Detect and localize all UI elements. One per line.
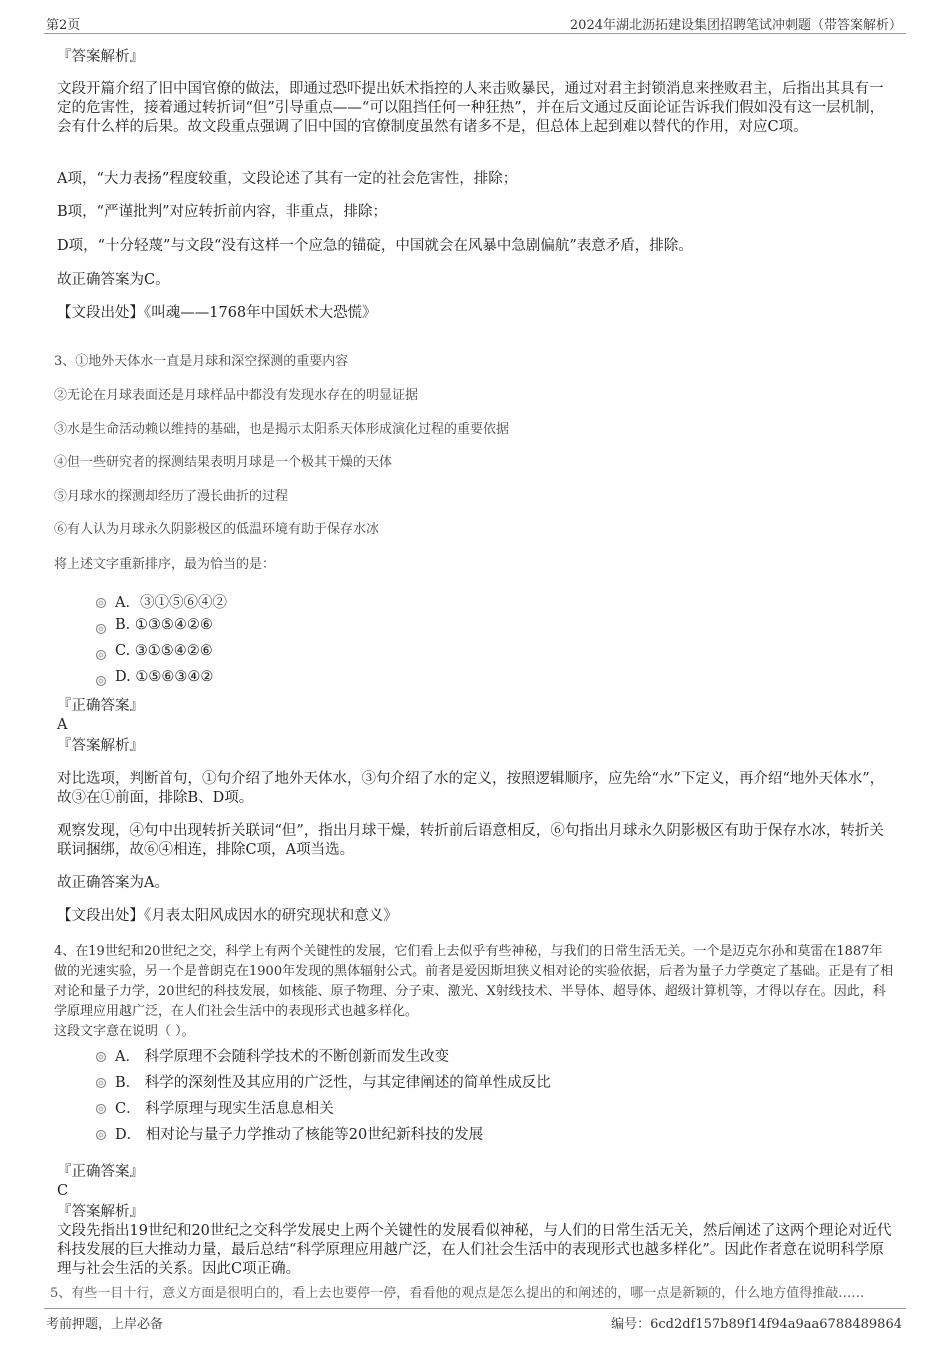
radio-icon[interactable]: [96, 598, 106, 608]
radio-icon[interactable]: [96, 1130, 106, 1140]
option-label: D. ①⑤⑥③④②: [115, 669, 214, 685]
header-divider: [44, 33, 906, 34]
option-label: B. ①③⑤④②⑥: [115, 617, 213, 633]
q3-sentence-1: 3、①地外天体水一直是月球和深空探测的重要内容: [54, 354, 349, 369]
q4-analysis: 文段先指出19世纪和20世纪之交科学发展史上两个关键性的发展看似神秘，与人们的日常生活无关，然后阐述了这两个理论对近代科技发展的巨大推动力量，最后总结“科学原理应用越广泛，在人们社会生活中的表现形式也越多样化”。因此作者意在说明科学原理与社会生活的关系。因此C项正确。: [57, 1223, 892, 1277]
q3-sentence-2: ②无论在月球表面还是月球样品中都没有发现水存在的明显证据: [54, 388, 419, 403]
option-label: B． 科学的深刻性及其应用的广泛性，与其定律阐述的简单性成反比: [115, 1075, 551, 1091]
analysis-label: 『答案解析』: [57, 49, 144, 65]
q4-analysis-label: 『答案解析』: [57, 1204, 144, 1220]
q3-sentence-4: ④但一些研究者的探测结果表明月球是一个极其干燥的天体: [54, 455, 393, 470]
radio-icon[interactable]: [96, 1052, 106, 1062]
option-label: D． 相对论与量子力学推动了核能等20世纪新科技的发展: [115, 1127, 484, 1143]
q4-passage: 4、在19世纪和20世纪之交，科学上有两个关键性的发展，它们看上去似乎有些神秘，与我们的日常生活无关。一个是迈克尔孙和莫雷在1887年做的光速实验，另一个是普朗克在1900年发现的黑体辐射公式。前者是爱因斯坦狭义相对论的实验依据，后者为量子力学奠定了基础。正是有了相对论和量子力学，20世纪的科技发展，如核能、原子物理、分子束、激光、X射线技术、半导体、超导体、超级计算机等，才得以存在。因此，科学原理应用越广泛，在人们社会生活中的表现形式也越多样化。: [54, 944, 894, 1019]
document-id: 编号：6cd2df157b89f14f94a9aa6788489864: [611, 1317, 902, 1332]
q3-source: 【文段出处】《月表太阳风成因水的研究现状和意义》: [57, 908, 398, 924]
document-title: 2024年湖北沥拓建设集团招聘笔试冲刺题（带答案解析）: [569, 18, 902, 33]
q3-prompt: 将上述文字重新排序，最为恰当的是：: [54, 557, 276, 572]
radio-icon[interactable]: [96, 676, 106, 686]
option-label: A． 科学原理不会随科学技术的不断创新而发生改变: [115, 1049, 450, 1065]
option-label: C. ③①⑤④②⑥: [115, 643, 213, 659]
option-label: C． 科学原理与现实生活息息相关: [115, 1101, 334, 1117]
option-a-note: A项，“大力表扬”程度较重，文段论述了其有一定的社会危害性，排除；: [57, 171, 518, 187]
q3-sentence-6: ⑥有人认为月球永久阴影极区的低温环境有助于保存水冰: [54, 522, 380, 537]
footer-divider: [44, 1308, 906, 1309]
q4-stem: 这段文字意在说明（ ）。: [54, 1024, 195, 1039]
q3-analysis-2: 观察发现，④句中出现转折关联词“但”，指出月球干燥，转折前后语意相反，⑥句指出月球永久阴影极区有助于保存水冰，转折关联词捆绑，故⑥④相连，排除C项，A项当选。: [57, 823, 884, 858]
q3-sentence-3: ③水是生命活动赖以维持的基础，也是揭示太阳系天体形成演化过程的重要依据: [54, 422, 510, 437]
q3-analysis-1: 对比选项，判断首句，①句介绍了地外天体水，③句介绍了水的定义，按照逻辑顺序，应先给“水”下定义，再介绍“地外天体水”，故③在①前面，排除B、D项。: [57, 771, 885, 806]
footer-slogan: 考前押题，上岸必备: [46, 1317, 164, 1332]
radio-icon[interactable]: [96, 1104, 106, 1114]
passage-source: 【文段出处】《叫魂——1768年中国妖术大恐慌》: [57, 305, 377, 321]
radio-icon[interactable]: [96, 650, 106, 660]
page-number: 第2页: [46, 18, 81, 33]
q3-answer: A: [57, 717, 68, 733]
q4-answer: C: [57, 1183, 69, 1199]
q3-conclusion: 故正确答案为A。: [57, 875, 169, 891]
radio-icon[interactable]: [96, 1078, 106, 1088]
option-d-note: D项，“十分轻蔑”与文段“没有这样一个应急的锚碇，中国就会在风暴中急剧偏航”表意矛盾，排除。: [57, 238, 693, 254]
analysis-text: 文段开篇介绍了旧中国官僚的做法，即通过恐吓提出妖术指控的人来击败暴民，通过对君主封锁消息来挫败君主，后指出其具有一定的危害性，接着通过转折词“但”引导重点——“可以阻挡任何一种狂热”，并在后文通过反面论证告诉我们假如没有这一层机制，会有什么样的后果。故文段重点强调了旧中国的官僚制度虽然有诸多不是，但总体上起到难以替代的作用，对应C项。: [57, 81, 885, 135]
q5-partial-line: 5、有些一目十行，意义方面是很明白的，看上去也要停一停，看看他的观点是怎么提出的和阐述的，哪一点是新颖的，什么地方值得推敲……: [50, 1286, 865, 1301]
q3-answer-label: 『正确答案』: [57, 698, 144, 714]
q3-sentence-5: ⑤月球水的探测却经历了漫长曲折的过程: [54, 489, 289, 504]
option-label: A．③①⑤⑥④②: [115, 595, 227, 611]
radio-icon[interactable]: [96, 624, 106, 634]
answer-conclusion: 故正确答案为C。: [57, 272, 170, 288]
q4-answer-label: 『正确答案』: [57, 1164, 144, 1180]
option-b-note: B项，“严谨批判”对应转折前内容，非重点，排除；: [57, 204, 387, 220]
q3-analysis-label: 『答案解析』: [57, 738, 144, 754]
